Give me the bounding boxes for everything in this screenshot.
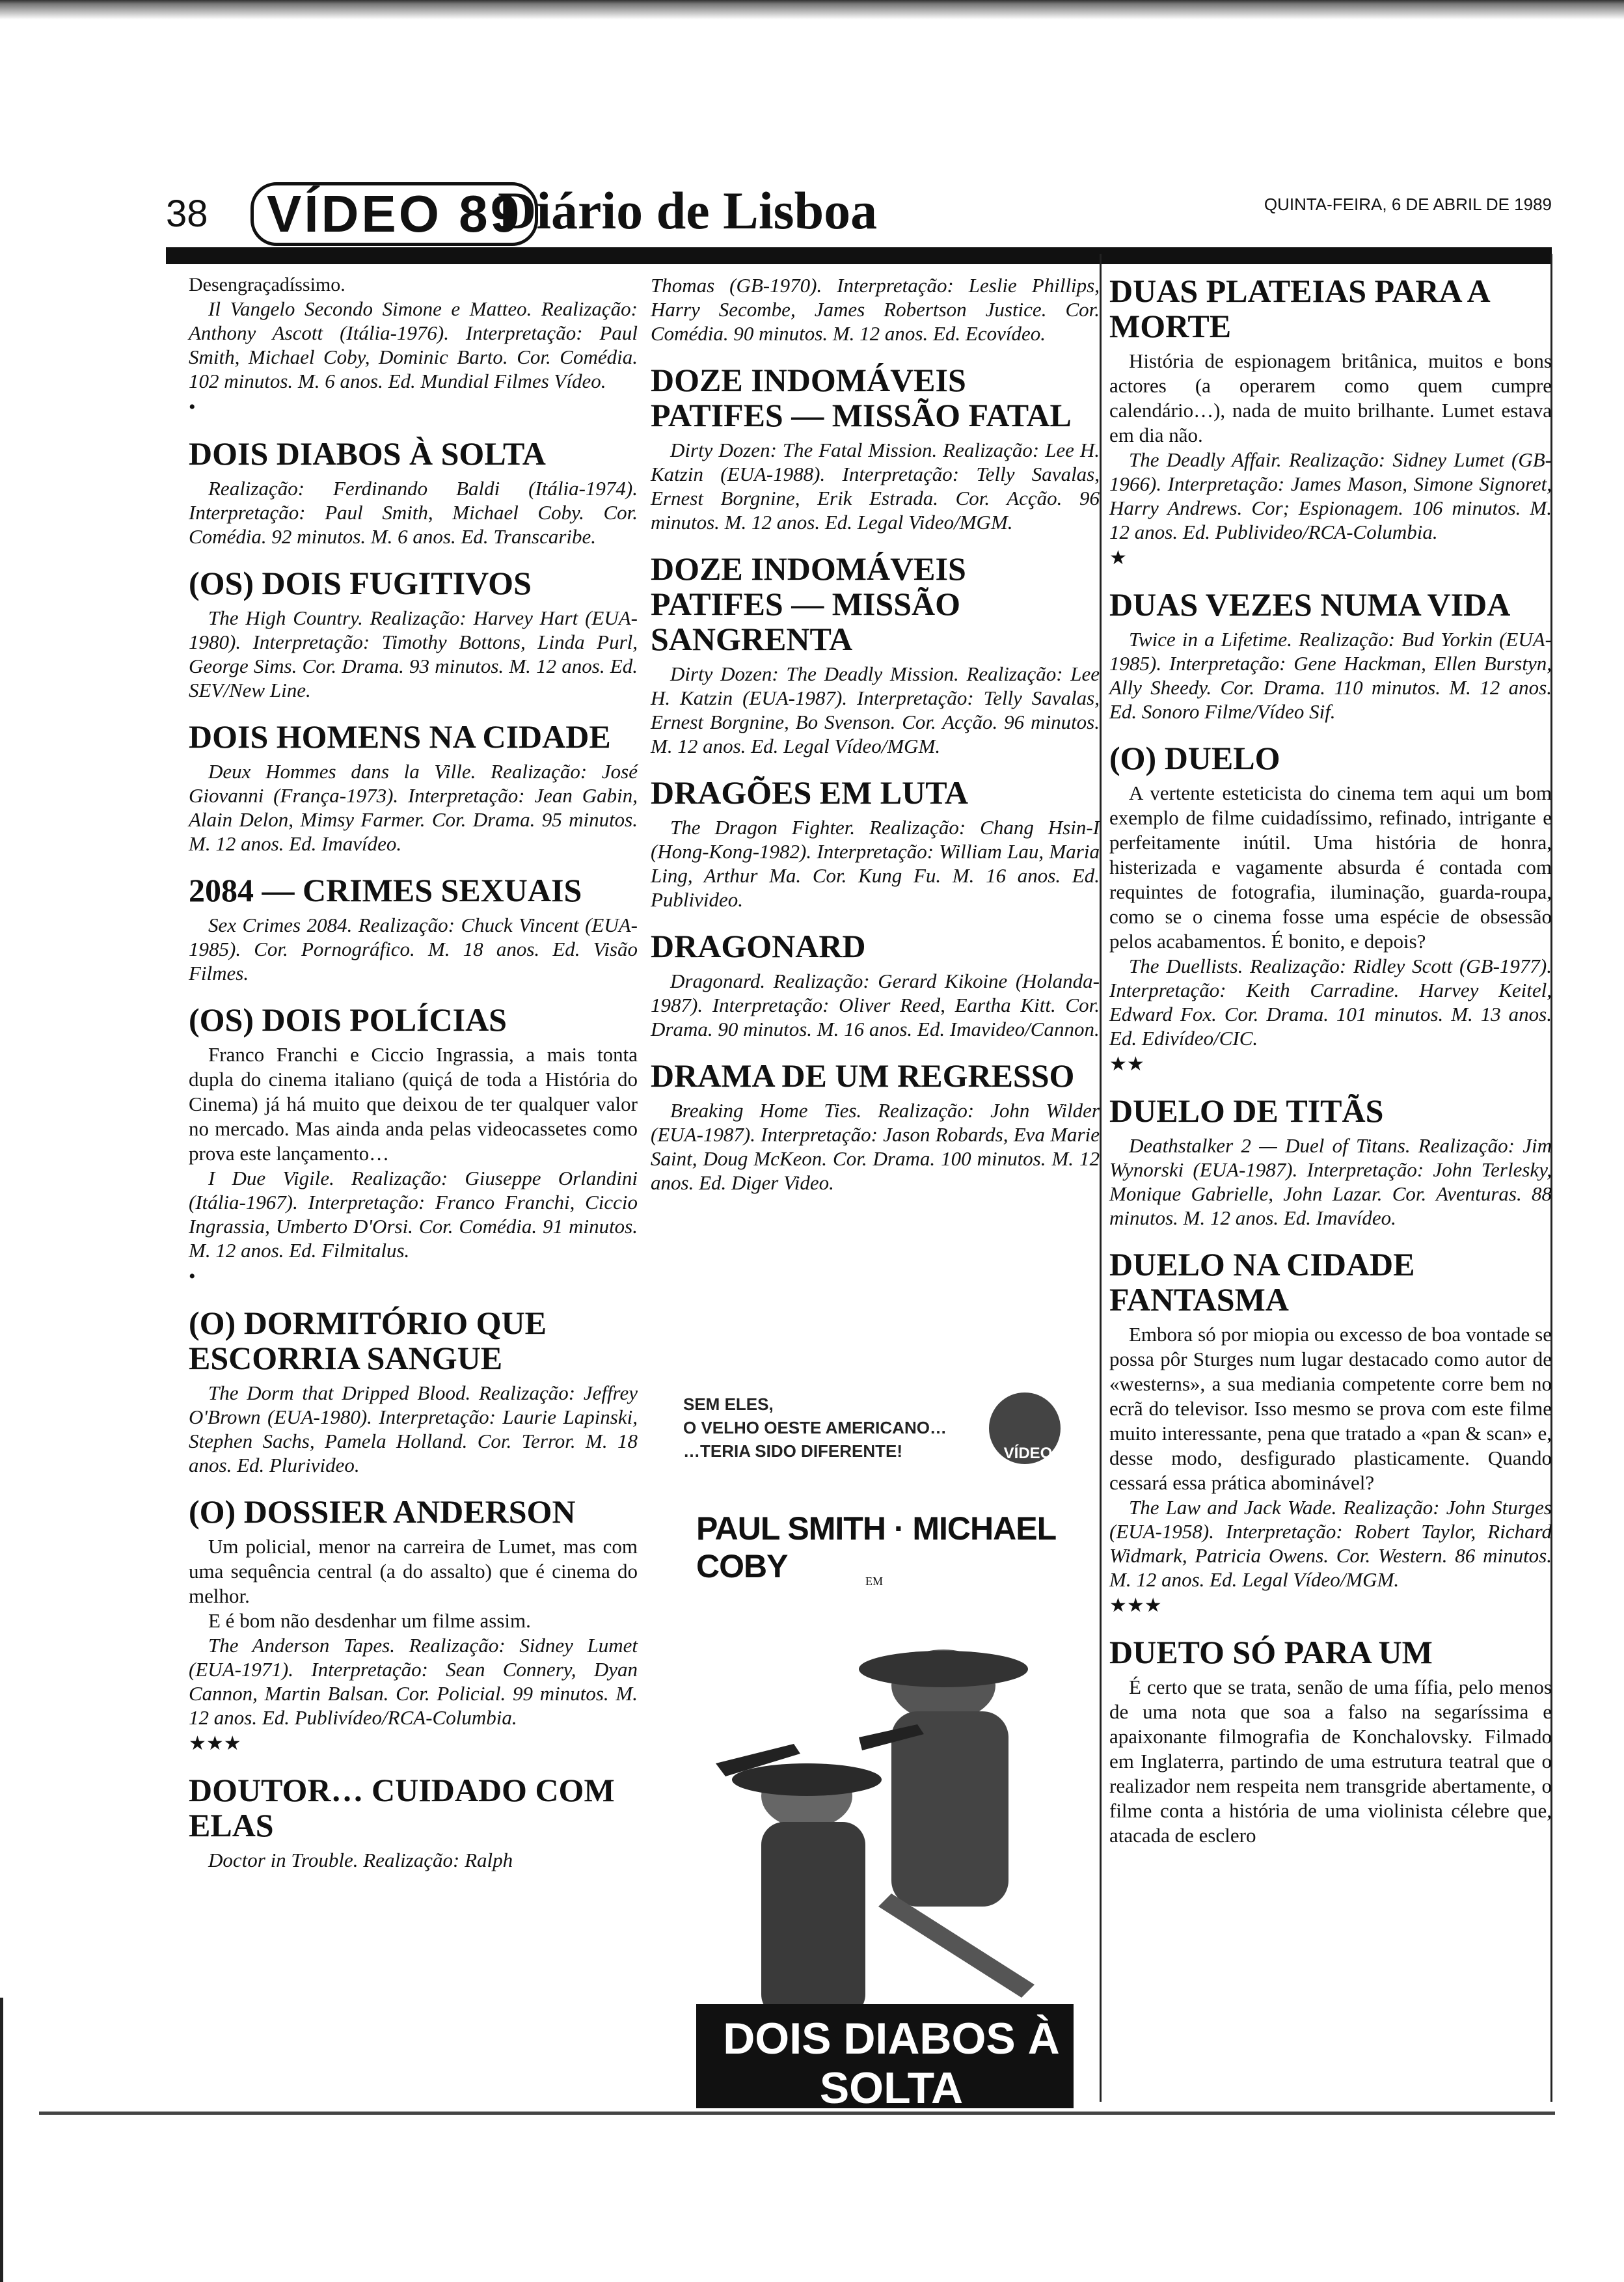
rating: ★★: [1109, 1053, 1144, 1075]
entry-title: DOZE INDOMÁVEIS PATIFES — MISSÃO FATAL: [651, 362, 1072, 433]
entry-title: DRAGÕES EM LUTA: [651, 774, 969, 811]
ad-tagline-line: SEM ELES,: [683, 1394, 774, 1414]
entry-title: (O) DOSSIER ANDERSON: [189, 1493, 576, 1530]
masthead: [166, 166, 1552, 244]
column-separator: [1100, 254, 1102, 2102]
entry-title: (O) DUELO: [1109, 740, 1280, 776]
dateline: QUINTA-FEIRA, 6 DE ABRIL DE 1989: [1264, 195, 1552, 214]
entry-title: (OS) DOIS FUGITIVOS: [189, 565, 532, 601]
rating: ★: [1109, 547, 1127, 569]
rating: ★★★: [189, 1733, 241, 1754]
entry-credits: The Dorm that Dripped Blood. Realização: Jeffrey O'Brown (EUA-1980). Interpretação: Laurie Lapinski, Stephen Sachs, Pamela Holland. Cor. Terror. M. 18 anos. Ed. Plurivideo.: [189, 1381, 638, 1476]
entry-title: DUETO SÓ PARA UM: [1109, 1634, 1433, 1670]
ad-tagline: [683, 1392, 956, 1463]
lead-line: Desengraçadíssimo.: [189, 274, 345, 295]
ad-tagline-line: O VELHO OESTE AMERICANO…: [683, 1418, 947, 1437]
entry-title: DUAS VEZES NUMA VIDA: [1109, 586, 1511, 623]
entry-title: DOZE INDOMÁVEIS PATIFES — MISSÃO SANGRENTA: [651, 550, 966, 657]
entry-credits-continued: Thomas (GB-1970). Interpretação: Leslie Phillips, Harry Secombe, James Robertson Justice. Cor. Comédia. 90 minutos. M. 12 anos. Ed. Ecovídeo.: [651, 274, 1100, 345]
entry-credits: Realização: Ferdinando Baldi (Itália-1974). Interpretação: Paul Smith, Michael Coby. Cor. Comédia. 92 minutos. M. 6 anos. Ed. Transcaribe.: [189, 477, 638, 548]
masthead-rule: [166, 247, 1552, 264]
ad-logo-text: VÍDEO: [1003, 1445, 1053, 1462]
entry-review: Franco Franchi e Ciccio Ingrassia, a mais tonta dupla do cinema italiano (quiçá de toda a História do Cinema) já há muito que deixou de ter qualquer valor no mercado. Mas ainda anda pelas videocassetes como prova este lançamento…: [189, 1043, 638, 1165]
entry-credits: The High Country. Realização: Harvey Hart (EUA-1980). Interpretação: Timothy Bottons, Linda Purl, George Sims. Cor. Drama. 93 minutos. M. 12 anos. Ed. SEV/New Line.: [189, 606, 638, 701]
entry-title: DRAGONARD: [651, 928, 866, 964]
column-1: [189, 273, 638, 1872]
entry-credits: Dirty Dozen: The Fatal Mission. Realização: Lee H. Katzin (EUA-1988). Interpretação: Telly Savalas, Ernest Borgnine, Erik Estrada. Cor. Acção. 96 minutos. M. 12 anos. Ed. Legal Video/MGM.: [651, 439, 1100, 534]
entry-title: (O) DORMITÓRIO QUE ESCORRIA SANGUE: [189, 1305, 547, 1376]
entry-title: DRAMA DE UM REGRESSO: [651, 1057, 1075, 1094]
cowboys-illustration: [696, 1594, 1074, 2017]
entry-credits: Il Vangelo Secondo Simone e Matteo. Realização: Anthony Ascott (Itália-1976). Interpretação: Paul Smith, Michael Coby, Dominic Barto. Cor. Comédia. 102 minutos. M. 6 anos. Ed. Mundial Filmes Vídeo.: [189, 297, 638, 392]
entry-credits: The Law and Jack Wade. Realização: John Sturges (EUA-1958). Interpretação: Robert Taylor, Richard Widmark, Patricia Owens. Cor. Western. 86 minutos. M. 12 anos. Ed. Legal Vídeo/MGM.: [1109, 1496, 1552, 1591]
entry-credits: Sex Crimes 2084. Realização: Chuck Vincent (EUA-1985). Cor. Pornográfico. M. 18 anos. Ed. Visão Filmes.: [189, 914, 638, 985]
rating: ★★★: [1109, 1595, 1162, 1616]
scan-edge-top: [0, 0, 1624, 23]
entry-title: DOUTOR… CUIDADO COM ELAS: [189, 1772, 615, 1843]
ad-em: EM: [865, 1575, 883, 1588]
entry-title: DUELO NA CIDADE FANTASMA: [1109, 1246, 1415, 1318]
entry-credits: Breaking Home Ties. Realização: John Wilder (EUA-1987). Interpretação: Jason Robards, Eva Marie Saint, Doug McKeon. Cor. Drama. 100 minutos. M. 12 anos. Ed. Diger Video.: [651, 1099, 1100, 1194]
entry-credits: I Due Vigile. Realização: Giuseppe Orlandini (Itália-1967). Interpretação: Franco Franchi, Ciccio Ingrassia, Umberto D'Orsi. Cor. Comédia. 91 minutos. M. 12 anos. Ed. Filmitalus.: [189, 1167, 638, 1262]
newspaper-name: Diário de Lisboa: [498, 181, 878, 240]
rating: •: [189, 1266, 196, 1287]
entry-title: (OS) DOIS POLÍCIAS: [189, 1001, 507, 1038]
entry-review: A vertente esteticista do cinema tem aqui um bom exemplo de filme cuidadíssimo, refinado, intrigante e perfeitamente inútil. Uma história de honra, histerizada e vagamente absurda é contada com requintes de fotografia, iluminação, guarda-roupa, como se o cinema fosse uma espécie de obsessão pelos acabamentos. É bonito, e depois?: [1109, 781, 1552, 953]
column-2: [651, 273, 1100, 1195]
scan-edge-left: [0, 1998, 42, 2282]
entry-review: Embora só por miopia ou excesso de boa vontade se possa pôr Sturges num lugar destacado como autor de «westerns», a sua mediania competente corre bem no ecrã do televisor. Isso mesmo se prova com este filme muito interessante, pena que tratado a «pan & scan» e, desse modo, desfigurado plasticamente. Quando cessará essa prática abominável?: [1109, 1323, 1552, 1494]
entry-credits: Doctor in Trouble. Realização: Ralph: [208, 1849, 513, 1871]
entry-credits: Dirty Dozen: The Deadly Mission. Realização: Lee H. Katzin (EUA-1987). Interpretação: Telly Savalas, Ernest Borgnine, Bo Svenson. Cor. Acção. 96 minutos. M. 12 anos. Ed. Legal Vídeo/MGM.: [651, 662, 1100, 757]
ad-cast: PAUL SMITH · MICHAEL COBY: [696, 1510, 1056, 1584]
entry-credits: Twice in a Lifetime. Realização: Bud Yorkin (EUA-1985). Interpretação: Gene Hackman, Ellen Burstyn, Ally Sheedy. Cor. Drama. 110 minutos. M. 12 anos. Ed. Sonoro Filme/Vídeo Sif.: [1109, 628, 1552, 723]
brand-logo: VÍDEO 89: [250, 182, 538, 246]
entry-title: DUAS PLATEIAS PARA A MORTE: [1109, 273, 1489, 344]
entry-credits: The Deadly Affair. Realização: Sidney Lumet (GB-1966). Interpretação: James Mason, Simone Signoret, Harry Andrews. Cor; Espionagem. 106 minutos. M. 12 anos. Ed. Publivideo/RCA-Columbia.: [1109, 448, 1552, 543]
entry-credits: Deux Hommes dans la Ville. Realização: José Giovanni (França-1973). Interpretação: Jean Gabin, Alain Delon, Mimsy Farmer. Cor. Drama. 95 minutos. M. 12 anos. Ed. Imavídeo.: [189, 760, 638, 855]
entry-credits: The Dragon Fighter. Realização: Chang Hsin-I (Hong-Kong-1982). Interpretação: William Lau, Maria Ling, Arthur Ma. Cor. Kung Fu. M. 16 anos. Ed. Publivideo.: [651, 816, 1100, 911]
rating: •: [189, 396, 196, 418]
entry-credits: The Anderson Tapes. Realização: Sidney Lumet (EUA-1971). Interpretação: Sean Connery, Dyan Cannon, Martin Balsan. Cor. Policial. 99 minutos. M. 12 anos. Ed. Publivídeo/RCA-Columbia.: [189, 1634, 638, 1729]
entry-title: DOIS DIABOS À SOLTA: [189, 435, 546, 472]
entry-review: Um policial, menor na carreira de Lumet, mas com uma sequência central (a do assalto) que é cinema do melhor.: [189, 1535, 638, 1607]
entry-credits: Dragonard. Realização: Gerard Kikoine (Holanda-1987). Interpretação: Oliver Reed, Eartha Kitt. Cor. Drama. 90 minutos. M. 16 anos. Ed. Imavideo/Cannon.: [651, 970, 1100, 1040]
column-3: [1109, 273, 1552, 1848]
entry-credits: Deathstalker 2 — Duel of Titans. Realização: Jim Wynorski (EUA-1987). Interpretação: John Terlesky, Monique Gabrielle, John Lazar. Cor. Aventuras. 88 minutos. M. 12 anos. Ed. Imavídeo.: [1109, 1134, 1552, 1229]
page-number: 38: [166, 193, 208, 235]
ad-tagline-line: …TERIA SIDO DIFERENTE!: [683, 1441, 903, 1461]
video-advertisement: [670, 1379, 1087, 2113]
entry-review: É certo que se trata, senão de uma fífia, pelo menos de uma nota que soa a falso na segaríssima e apaixonante filmografia de Konchalovsky. Filmado em Inglaterra, partindo de uma estrutura teatral que o realizador nem respeita nem transgride abertamente, o filme conta a história de uma violinista célebre que, atacada de esclero: [1109, 1676, 1552, 1847]
entry-review: E é bom não desdenhar um filme assim.: [208, 1609, 531, 1632]
ad-movie-title: DOIS DIABOS À SOLTA: [723, 2014, 1060, 2113]
entry-credits: The Duellists. Realização: Ridley Scott (GB-1977). Interpretação: Keith Carradine. Harvey Keitel, Edward Fox. Cor. Drama. 101 minutos. M. 13 anos. Ed. Edivídeo/CIC.: [1109, 955, 1552, 1050]
entry-review: História de espionagem britânica, muitos e bons actores (a operarem como quem cumpre calendário…), nada de muito brilhante. Lumet estava em dia não.: [1109, 349, 1552, 446]
entry-title: 2084 — CRIMES SEXUAIS: [189, 872, 582, 908]
entry-title: DUELO DE TITÃS: [1109, 1093, 1384, 1129]
entry-title: DOIS HOMENS NA CIDADE: [189, 718, 611, 755]
